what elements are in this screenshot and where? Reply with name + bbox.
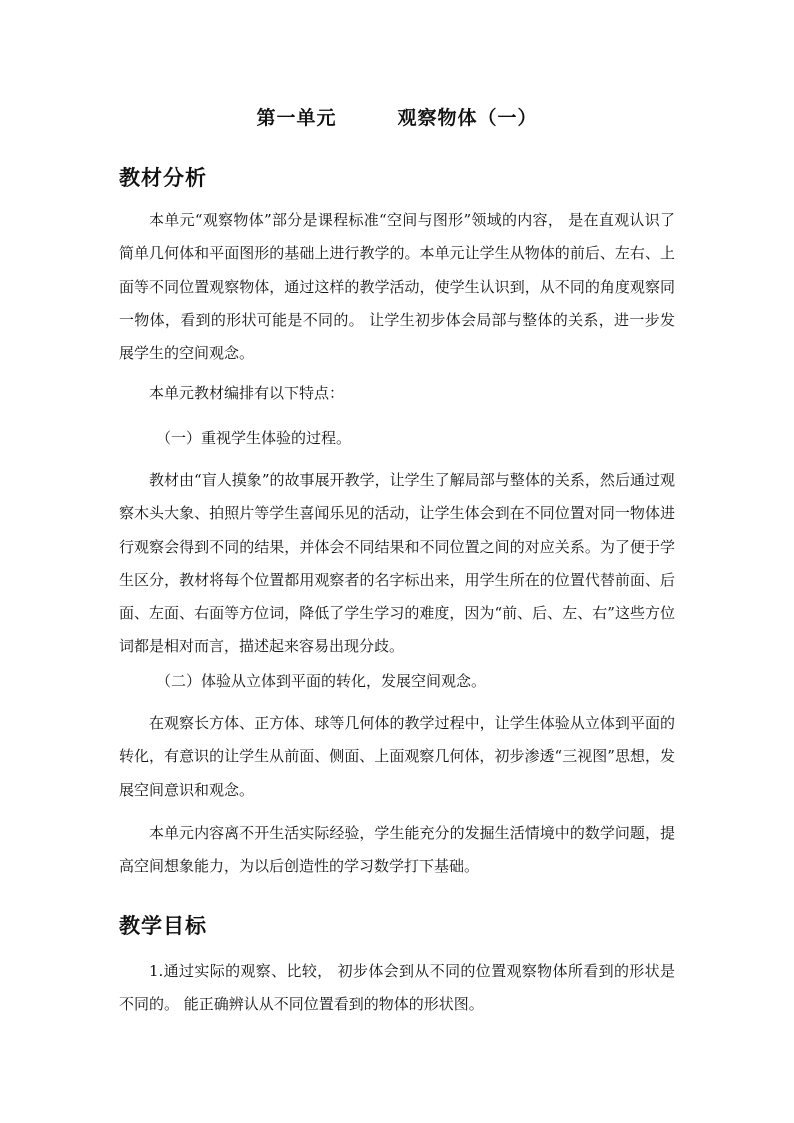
page-title: 第一单元 观察物体（一） <box>256 107 538 129</box>
paragraph-goal-one: 1.通过实际的观察、比较， 初步体会到从不同的位置观察物体所看到的形状是不同的。 能正确辨认从不同位置看到的物体的形状图。 <box>119 962 675 1014</box>
paragraph-feature-two-title: （二）体验从立体到平面的转化，发展空间观念。 <box>156 672 487 690</box>
paragraph-features-intro: 本单元教材编排有以下特点： <box>149 384 345 402</box>
paragraph-unit-overview: 本单元“观察物体”部分是课程标准“空间与图形”领域的内容， 是在直观认识了简单几何体和平面图形的基础上进行教学的。本单元让学生从物体的前后、左右、上面等不同位置观察物体，通过这样的教学活动，使学生认识到，从不同的角度观察同一物体，看到的形状可能是不同的。 让学生初步体会局部与整体的关系，进一步发展学生的空间观念。 <box>119 211 675 363</box>
paragraph-feature-one-body: 教材由“盲人摸象”的故事展开教学，让学生了解局部与整体的关系，然后通过观察木头大象、拍照片等学生喜闻乐见的活动，让学生体会到在不同位置对同一物体进行观察会得到不同的结果，并体会不同结果和不同位置之间的对应关系。为了便于学生区分，教材将每个位置都用观察者的名字标出来，用学生所在的位置代替前面、后面、左面、右面等方位词，降低了学生学习的难度，因为“前、后、左、右”这些方位词都是相对而言，描述起来容易出现分歧。 <box>119 471 675 656</box>
section-heading-teaching-goals: 教学目标 <box>119 914 207 938</box>
paragraph-feature-two-body: 在观察长方体、正方体、球等几何体的教学过程中，让学生体验从立体到平面的转化，有意识的让学生从前面、侧面、上面观察几何体，初步渗透“三视图”思想，发展空间意识和观念。 <box>119 714 675 799</box>
paragraph-unit-summary: 本单元内容离不开生活实际经验，学生能充分的发掘生活情境中的数学问题，提高空间想象能力，为以后创造性的学习数学打下基础。 <box>119 824 675 876</box>
paragraph-feature-one-title: （一）重视学生体验的过程。 <box>156 429 352 447</box>
section-heading-textbook-analysis: 教材分析 <box>119 166 207 190</box>
